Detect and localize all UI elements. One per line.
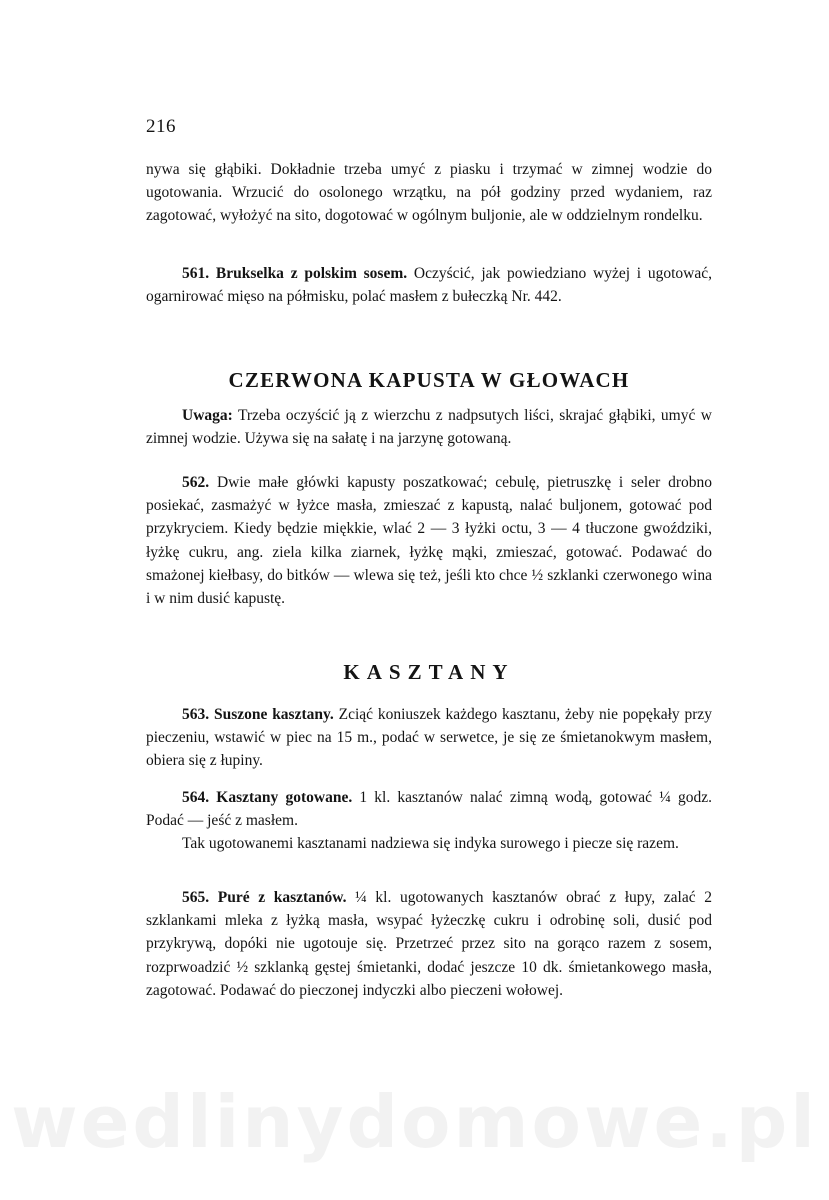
page-number: 216 <box>146 116 176 137</box>
note-text: Trzeba oczyścić ją z wierzchu z nadpsutych liści, skrajać głąbiki, umyć w zimnej wodzie. Używa się na sałatę i na jarzynę gotowaną. <box>146 407 712 448</box>
recipe-565-text: ¼ kl. ugotowanych kasztanów obrać z łupy, zalać 2 szklankami mleka z łyżką masła, wsypać łyżeczkę cukru i odrobinę soli, dusić pod przykrywą, dopóki nie ugotouje się. Przetrzeć przez sito na gorąco razem z sosem, rozprwoadzić ½ szklanką gęstej śmietanki, dodać jeszcze 10 dk. śmietankowego masła, zagotować. Podawać do pieczonej indyczki albo pieczeni wołowej. <box>146 889 713 999</box>
recipe-564-paragraph <box>146 786 712 832</box>
recipe-564 <box>146 786 712 856</box>
recipe-563-title: 563. Suszone kasztany. <box>182 706 334 723</box>
recipe-565-paragraph <box>146 886 712 1002</box>
recipe-562 <box>146 471 712 610</box>
recipe-561 <box>146 262 712 308</box>
note-paragraph <box>146 404 712 450</box>
note-label: Uwaga: <box>182 407 233 424</box>
recipe-562-title: 562. <box>182 474 210 491</box>
recipe-564-text: 1 kl. kasztanów nalać zimną wodą, gotować ¼ godz. Podać — jeść z masłem. <box>146 789 712 830</box>
recipe-565-title: 565. Puré z kasztanów. <box>182 889 347 906</box>
continuation-text: nywa się głąbiki. Dokładnie trzeba umyć z piasku i trzymać w zimnej wodzie do ugotowania. Wrzucić do osolonego wrzątku, na pół godziny przed wydaniem, raz zagotować, wyłożyć na sito, dogotować w ogólnym buljonie, ale w oddzielnym rondelku. <box>146 161 712 225</box>
recipe-561-text: Oczyścić, jak powiedziano wyżej i ugotować, ogarnirować mięso na półmisku, polać masłem z bułeczką Nr. 442. <box>146 265 712 306</box>
note-body <box>146 404 712 450</box>
recipe-564-title: 564. Kasztany gotowane. <box>182 789 353 806</box>
recipe-563-paragraph <box>146 703 712 773</box>
recipe-561-title: 561. Brukselka z polskim sosem. <box>182 265 408 282</box>
watermark: wedlinydomowe.pl <box>11 1080 818 1164</box>
recipe-563-text: Zciąć koniuszek każdego kasztanu, żeby nie popękały przy pieczeniu, wstawić w piec na 15 m., podać w serwetce, je się ze śmietanokwym masłem, obiera się z łupiny. <box>146 706 712 770</box>
recipe-562-text: Dwie małe główki kapusty poszatkować; cebulę, pietruszkę i seler drobno posiekać, zasmażyć w łyżce masła, zmieszać z kapustą, nalać buljonem, gotować pod przykryciem. Kiedy będzie miękkie, wlać 2 — 3 łyżki octu, 3 — 4 tłuczone gwoździki, łyżkę cukru, ang. ziela kilka ziarnek, łyżkę mąki, zmieszać, gotować. Podawać do smażonej kiełbasy, do bitków — wlewa się też, jeśli kto chce ½ szklanki czerwonego wina i w nim dusić kapustę. <box>146 474 712 608</box>
recipe-565 <box>146 886 712 1002</box>
recipe-563 <box>146 703 712 773</box>
section-heading-kasztany: KASZTANY <box>343 660 515 684</box>
recipe-562-paragraph <box>146 471 712 610</box>
section-heading-czerwona-kapusta: CZERWONA KAPUSTA W GŁOWACH <box>228 368 630 392</box>
recipe-561-paragraph <box>146 262 712 308</box>
continuation-paragraph <box>146 158 712 228</box>
recipe-564-paragraph-2: Tak ugotowanemi kasztanami nadziewa się indyka surowego i piecze się razem. <box>182 835 679 853</box>
